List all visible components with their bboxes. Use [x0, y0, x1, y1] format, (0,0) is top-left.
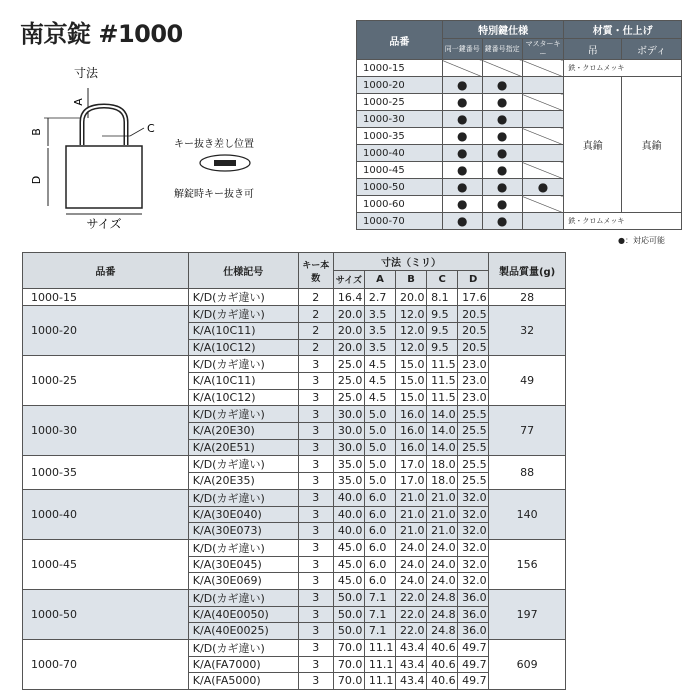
product-code: 1000-35 — [23, 456, 189, 490]
spec-code: K/A(30E073) — [188, 523, 298, 540]
dim-size: 45.0 — [333, 539, 364, 556]
product-code: 1000-30 — [23, 406, 189, 456]
dim-a: 5.0 — [364, 473, 395, 490]
dim-d: 25.5 — [458, 473, 489, 490]
key-count: 3 — [298, 389, 333, 406]
hdr-special-key: 特別鍵仕様 — [442, 21, 564, 39]
dim-c: 11.5 — [427, 389, 458, 406]
dim-a: 3.5 — [364, 306, 395, 323]
spec-code: K/A(FA7000) — [188, 656, 298, 673]
spec-master-cell: ● — [522, 179, 564, 196]
dim-d: 20.5 — [458, 323, 489, 340]
hdr-d: D — [458, 271, 489, 289]
spec-same-cell: ● — [442, 145, 482, 162]
dim-c: 9.5 — [427, 339, 458, 356]
spec-code: K/D(カギ違い) — [188, 589, 298, 606]
dim-a: 4.5 — [364, 356, 395, 373]
dim-c: 21.0 — [427, 523, 458, 540]
key-position-label: キー抜き差し位置 — [174, 139, 254, 150]
dim-c: 24.0 — [427, 556, 458, 573]
dim-b: 17.0 — [396, 456, 427, 473]
spec-code: K/D(カギ違い) — [188, 306, 298, 323]
product-weight: 77 — [489, 406, 566, 456]
dim-b: 24.0 — [396, 556, 427, 573]
hdr-shackle: 吊 — [564, 39, 622, 60]
spec-row — [357, 213, 682, 230]
dim-d: 49.7 — [458, 639, 489, 656]
spec-master-cell — [522, 196, 564, 213]
spec-code: K/A(40E0050) — [188, 606, 298, 623]
product-code: 1000-40 — [23, 489, 189, 539]
dim-a: 5.0 — [364, 423, 395, 440]
material-shackle: 真鍮 — [564, 77, 622, 213]
key-count: 3 — [298, 623, 333, 640]
spec-code: K/D(カギ違い) — [188, 356, 298, 373]
dim-d: 23.0 — [458, 356, 489, 373]
dim-a: 7.1 — [364, 606, 395, 623]
dim-size: 50.0 — [333, 623, 364, 640]
hdr-same-key: 同一鍵番号 — [442, 39, 482, 60]
page-title: 南京錠 #1000 — [20, 20, 183, 48]
dim-b: 43.4 — [396, 673, 427, 690]
dim-size: 40.0 — [333, 523, 364, 540]
dim-d: 25.5 — [458, 423, 489, 440]
dimension-table — [22, 252, 566, 690]
spec-master-cell — [522, 128, 564, 145]
dim-d: 23.0 — [458, 389, 489, 406]
dim-c: 18.0 — [427, 473, 458, 490]
dim-a: 4.5 — [364, 373, 395, 390]
spec-spec-cell: ● — [482, 128, 522, 145]
dim-b: 12.0 — [396, 339, 427, 356]
dim-d: 25.5 — [458, 439, 489, 456]
dim-b: 20.0 — [396, 289, 427, 306]
key-count: 3 — [298, 456, 333, 473]
hdr-body: ボディ — [622, 39, 682, 60]
dim-b: 16.0 — [396, 406, 427, 423]
spec-spec-cell: ● — [482, 196, 522, 213]
key-count: 3 — [298, 606, 333, 623]
spec-same-cell: ● — [442, 128, 482, 145]
product-weight: 140 — [489, 489, 566, 539]
dim-c: 24.0 — [427, 539, 458, 556]
spec-code: 1000-30 — [357, 111, 443, 128]
spec-code: K/D(カギ違い) — [188, 406, 298, 423]
table-row — [23, 639, 566, 656]
table-row — [23, 356, 566, 373]
spec-code: K/A(30E069) — [188, 573, 298, 590]
dim-a: 6.0 — [364, 556, 395, 573]
dim-a: 4.5 — [364, 389, 395, 406]
dim-size: 25.0 — [333, 356, 364, 373]
key-count: 3 — [298, 573, 333, 590]
table-row — [23, 539, 566, 556]
key-count: 3 — [298, 556, 333, 573]
spec-code: 1000-70 — [357, 213, 443, 230]
spec-code: 1000-40 — [357, 145, 443, 162]
dim-a: 5.0 — [364, 439, 395, 456]
key-count: 3 — [298, 639, 333, 656]
spec-code: K/A(FA5000) — [188, 673, 298, 690]
spec-same-cell: ● — [442, 111, 482, 128]
dim-c-label: C — [147, 122, 155, 135]
hdr-c: C — [427, 271, 458, 289]
dim-c: 11.5 — [427, 356, 458, 373]
hdr-master-key: マスターキー — [522, 39, 564, 60]
dim-size: 35.0 — [333, 456, 364, 473]
dim-a: 3.5 — [364, 323, 395, 340]
table-row — [23, 289, 566, 306]
dim-size: 20.0 — [333, 339, 364, 356]
product-weight: 156 — [489, 539, 566, 589]
spec-master-cell — [522, 213, 564, 230]
dim-b: 15.0 — [396, 356, 427, 373]
dim-b: 43.4 — [396, 656, 427, 673]
product-code: 1000-15 — [23, 289, 189, 306]
product-weight: 609 — [489, 639, 566, 689]
key-count: 3 — [298, 423, 333, 440]
dim-size: 50.0 — [333, 589, 364, 606]
product-code: 1000-45 — [23, 539, 189, 589]
spec-code: 1000-35 — [357, 128, 443, 145]
spec-master-cell — [522, 111, 564, 128]
dim-c: 40.6 — [427, 673, 458, 690]
product-weight: 197 — [489, 589, 566, 639]
spec-spec-cell: ● — [482, 213, 522, 230]
dim-d: 23.0 — [458, 373, 489, 390]
dim-d: 36.0 — [458, 623, 489, 640]
hdr-main-weight: 製品質量(g) — [489, 253, 566, 289]
dim-a: 11.1 — [364, 656, 395, 673]
dim-size: 25.0 — [333, 373, 364, 390]
product-code: 1000-20 — [23, 306, 189, 356]
dim-size: 20.0 — [333, 323, 364, 340]
dim-size: 30.0 — [333, 423, 364, 440]
key-count: 3 — [298, 356, 333, 373]
spec-spec-cell — [482, 60, 522, 77]
lock-body — [66, 146, 142, 208]
dim-c: 40.6 — [427, 639, 458, 656]
key-count: 2 — [298, 323, 333, 340]
spec-row — [357, 60, 682, 77]
dim-size: 70.0 — [333, 656, 364, 673]
spec-same-cell: ● — [442, 179, 482, 196]
spec-spec-cell: ● — [482, 111, 522, 128]
availability-note: ●：対応可能 — [618, 236, 665, 245]
spec-spec-cell: ● — [482, 145, 522, 162]
key-count: 3 — [298, 673, 333, 690]
dim-d: 20.5 — [458, 306, 489, 323]
dim-size: 30.0 — [333, 406, 364, 423]
spec-code: K/A(10C11) — [188, 323, 298, 340]
dim-d: 25.5 — [458, 456, 489, 473]
dim-a: 5.0 — [364, 456, 395, 473]
dim-size: 25.0 — [333, 389, 364, 406]
spec-spec-cell: ● — [482, 77, 522, 94]
dim-b: 24.0 — [396, 573, 427, 590]
dim-b: 22.0 — [396, 606, 427, 623]
hdr-main-keys: キー本数 — [298, 253, 333, 289]
dim-d: 25.5 — [458, 406, 489, 423]
spec-code: K/D(カギ違い) — [188, 489, 298, 506]
dim-c: 24.8 — [427, 623, 458, 640]
spec-code: 1000-25 — [357, 94, 443, 111]
dim-b: 12.0 — [396, 323, 427, 340]
dim-b: 22.0 — [396, 589, 427, 606]
shackle — [82, 106, 126, 145]
key-count: 3 — [298, 506, 333, 523]
dim-b-label: B — [30, 128, 43, 136]
dim-b: 16.0 — [396, 423, 427, 440]
dim-size: 40.0 — [333, 506, 364, 523]
hdr-main-code: 品番 — [23, 253, 189, 289]
dim-c: 24.8 — [427, 606, 458, 623]
spec-code: 1000-45 — [357, 162, 443, 179]
table-row — [23, 406, 566, 423]
dim-b: 21.0 — [396, 489, 427, 506]
product-weight: 88 — [489, 456, 566, 490]
spec-spec-cell: ● — [482, 94, 522, 111]
dim-size: 20.0 — [333, 306, 364, 323]
dim-a: 6.0 — [364, 506, 395, 523]
product-code: 1000-25 — [23, 356, 189, 406]
dim-b: 21.0 — [396, 506, 427, 523]
dim-a: 2.7 — [364, 289, 395, 306]
dim-size: 70.0 — [333, 639, 364, 656]
dim-d: 32.0 — [458, 506, 489, 523]
key-count: 3 — [298, 439, 333, 456]
dim-a: 7.1 — [364, 589, 395, 606]
hdr-material: 材質・仕上げ — [564, 21, 682, 39]
spec-same-cell: ● — [442, 213, 482, 230]
key-count: 2 — [298, 306, 333, 323]
dim-c: 9.5 — [427, 323, 458, 340]
key-count: 3 — [298, 539, 333, 556]
material-body: 真鍮 — [622, 77, 682, 213]
dim-a-label: A — [72, 98, 85, 106]
dim-b: 22.0 — [396, 623, 427, 640]
key-count: 3 — [298, 373, 333, 390]
table-row — [23, 589, 566, 606]
size-label: サイズ — [86, 217, 122, 231]
dim-a: 3.5 — [364, 339, 395, 356]
key-count: 3 — [298, 656, 333, 673]
spec-code: K/D(カギ違い) — [188, 639, 298, 656]
dim-c: 40.6 — [427, 656, 458, 673]
table-row — [23, 489, 566, 506]
hdr-key-specified: 鍵番号指定 — [482, 39, 522, 60]
dim-b: 15.0 — [396, 389, 427, 406]
dim-d: 32.0 — [458, 489, 489, 506]
key-count: 2 — [298, 289, 333, 306]
dim-c: 18.0 — [427, 456, 458, 473]
padlock-diagram — [20, 60, 270, 240]
dim-a: 7.1 — [364, 623, 395, 640]
dim-b: 43.4 — [396, 639, 427, 656]
spec-code: K/A(20E35) — [188, 473, 298, 490]
hdr-b: B — [396, 271, 427, 289]
material-bottom: 鉄・クロムメッキ — [564, 213, 682, 230]
dim-size: 50.0 — [333, 606, 364, 623]
hdr-size: サイズ — [333, 271, 364, 289]
hdr-a: A — [364, 271, 395, 289]
dim-b: 12.0 — [396, 306, 427, 323]
dim-a: 6.0 — [364, 573, 395, 590]
dim-c: 8.1 — [427, 289, 458, 306]
spec-same-cell: ● — [442, 77, 482, 94]
spec-code: 1000-15 — [357, 60, 443, 77]
key-count: 3 — [298, 406, 333, 423]
product-weight: 28 — [489, 289, 566, 306]
dim-d-label: D — [30, 175, 43, 185]
key-count: 3 — [298, 523, 333, 540]
dim-a: 5.0 — [364, 406, 395, 423]
spec-spec-cell: ● — [482, 162, 522, 179]
spec-code: K/A(10C12) — [188, 339, 298, 356]
dim-a: 6.0 — [364, 539, 395, 556]
dim-size: 35.0 — [333, 473, 364, 490]
dim-d: 49.7 — [458, 656, 489, 673]
spec-code: K/D(カギ違い) — [188, 289, 298, 306]
key-count: 3 — [298, 473, 333, 490]
spec-code: 1000-50 — [357, 179, 443, 196]
dim-a: 6.0 — [364, 489, 395, 506]
unlock-label: 解錠時キー抜き可 — [174, 189, 254, 200]
spec-code: K/A(10C11) — [188, 373, 298, 390]
hdr-code: 品番 — [357, 21, 443, 60]
material-top: 鉄・クロムメッキ — [564, 60, 682, 77]
dim-a: 6.0 — [364, 523, 395, 540]
dim-c: 14.0 — [427, 406, 458, 423]
dim-b: 21.0 — [396, 523, 427, 540]
dim-c: 14.0 — [427, 439, 458, 456]
spec-same-cell: ● — [442, 196, 482, 213]
dim-label: 寸法 — [73, 66, 99, 80]
dim-c: 11.5 — [427, 373, 458, 390]
spec-same-cell — [442, 60, 482, 77]
dim-d: 32.0 — [458, 539, 489, 556]
dim-d: 32.0 — [458, 556, 489, 573]
dim-size: 40.0 — [333, 489, 364, 506]
dim-c: 24.8 — [427, 589, 458, 606]
dim-size: 70.0 — [333, 673, 364, 690]
dim-d: 32.0 — [458, 573, 489, 590]
dim-c: 21.0 — [427, 489, 458, 506]
spec-same-cell: ● — [442, 162, 482, 179]
product-weight: 32 — [489, 306, 566, 356]
spec-spec-cell: ● — [482, 179, 522, 196]
dim-d: 49.7 — [458, 673, 489, 690]
key-count: 3 — [298, 589, 333, 606]
spec-same-cell: ● — [442, 94, 482, 111]
table-row — [23, 306, 566, 323]
spec-code: 1000-20 — [357, 77, 443, 94]
dim-b: 16.0 — [396, 439, 427, 456]
spec-code: K/A(20E51) — [188, 439, 298, 456]
dim-d: 36.0 — [458, 589, 489, 606]
dim-d: 20.5 — [458, 339, 489, 356]
spec-master-cell — [522, 145, 564, 162]
spec-code: K/A(10C12) — [188, 389, 298, 406]
dim-b: 24.0 — [396, 539, 427, 556]
dim-size: 30.0 — [333, 439, 364, 456]
dim-size: 16.4 — [333, 289, 364, 306]
dim-d: 17.6 — [458, 289, 489, 306]
key-count: 2 — [298, 339, 333, 356]
product-code: 1000-50 — [23, 589, 189, 639]
dim-size: 45.0 — [333, 556, 364, 573]
dim-size: 45.0 — [333, 573, 364, 590]
spec-master-cell — [522, 77, 564, 94]
dim-a: 11.1 — [364, 673, 395, 690]
table-row — [23, 456, 566, 473]
dim-d: 32.0 — [458, 523, 489, 540]
dim-c: 24.0 — [427, 573, 458, 590]
dim-c: 14.0 — [427, 423, 458, 440]
spec-code: K/A(20E30) — [188, 423, 298, 440]
spec-row — [357, 77, 682, 94]
spec-master-cell — [522, 162, 564, 179]
spec-master-cell — [522, 94, 564, 111]
product-weight: 49 — [489, 356, 566, 406]
dim-b: 15.0 — [396, 373, 427, 390]
dim-c: 9.5 — [427, 306, 458, 323]
key-count: 3 — [298, 489, 333, 506]
spec-code: K/A(30E040) — [188, 506, 298, 523]
spec-code: K/D(カギ違い) — [188, 456, 298, 473]
product-code: 1000-70 — [23, 639, 189, 689]
hdr-main-dims: 寸法（ミリ） — [333, 253, 488, 271]
dim-a: 11.1 — [364, 639, 395, 656]
spec-master-cell — [522, 60, 564, 77]
dim-b: 17.0 — [396, 473, 427, 490]
spec-code: K/D(カギ違い) — [188, 539, 298, 556]
hdr-main-spec: 仕様記号 — [188, 253, 298, 289]
spec-code: 1000-60 — [357, 196, 443, 213]
dim-c: 21.0 — [427, 506, 458, 523]
special-key-table — [356, 20, 682, 230]
spec-code: K/A(30E045) — [188, 556, 298, 573]
spec-code: K/A(40E0025) — [188, 623, 298, 640]
dim-d: 36.0 — [458, 606, 489, 623]
